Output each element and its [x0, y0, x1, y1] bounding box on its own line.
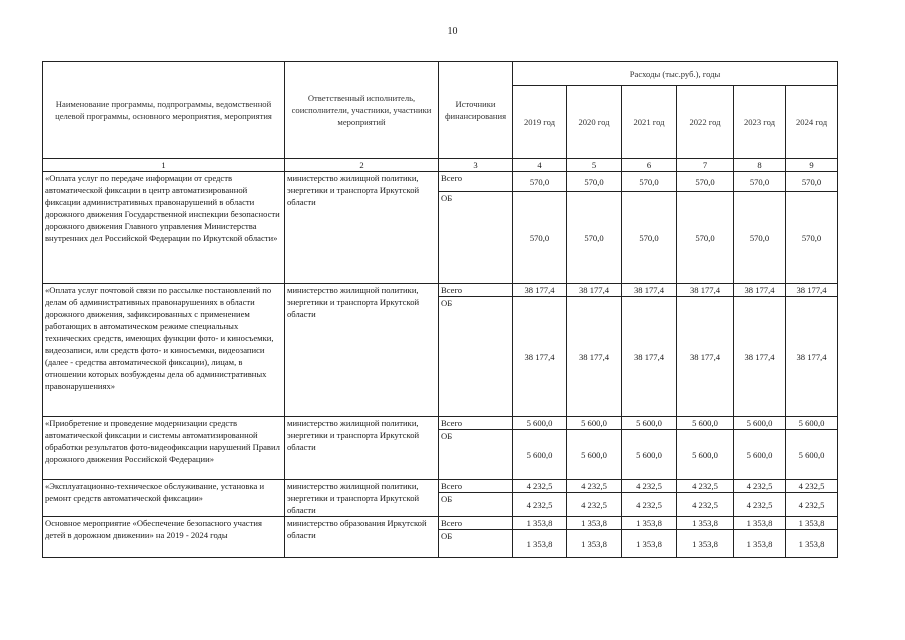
page-number: 10	[447, 26, 458, 37]
header-responsible-col: Ответственный исполнитель, соисполнители, участники, участники мероприятий	[285, 62, 439, 159]
value-cell: 5 600,0	[622, 430, 677, 480]
value-cell: 1 353,8	[622, 517, 677, 530]
value-cell: 38 177,4	[734, 284, 786, 297]
header-year-2023: 2023 год	[734, 86, 786, 159]
value-cell: 38 177,4	[567, 284, 622, 297]
budget-table	[42, 61, 838, 558]
value-cell: 1 353,8	[677, 517, 734, 530]
value-cell: 1 353,8	[786, 530, 838, 558]
responsible-executor: министерство жилищной политики, энергетики и транспорта Иркутской области	[285, 417, 439, 480]
source-regional-budget: ОБ	[439, 297, 513, 417]
responsible-executor: министерство жилищной политики, энергетики и транспорта Иркутской области	[285, 284, 439, 417]
value-cell: 570,0	[786, 172, 838, 192]
value-cell: 4 232,5	[513, 480, 567, 493]
responsible-executor: министерство жилищной политики, энергетики и транспорта Иркутской области	[285, 480, 439, 517]
source-regional-budget: ОБ	[439, 192, 513, 284]
value-cell: 1 353,8	[677, 530, 734, 558]
value-cell: 570,0	[513, 192, 567, 284]
col-number: 5	[567, 159, 622, 172]
activity-name: «Оплата услуг по передаче информации от средств автоматической фиксации в центр автоматизированной фиксации административных правонарушений в области дорожного движения Государственной инспекции безопасности дорожного движения Главного управления Министерства внутренних дел Российской Федерации по Иркутской области»	[43, 172, 285, 284]
col-number: 2	[285, 159, 439, 172]
value-cell: 4 232,5	[677, 480, 734, 493]
value-cell: 5 600,0	[786, 417, 838, 430]
value-cell: 38 177,4	[622, 284, 677, 297]
activity-name: «Приобретение и проведение модернизации средств автоматической фиксации и системы автоматизированной обработки результатов фото-видеофиксации нарушений Правил дорожного движения Российской Федерации»	[43, 417, 285, 480]
value-cell: 4 232,5	[734, 493, 786, 517]
value-cell: 570,0	[622, 172, 677, 192]
activity-name: Основное мероприятие «Обеспечение безопасного участия детей в дорожном движении» на 2019 - 2024 годы	[43, 517, 285, 558]
value-cell: 570,0	[622, 192, 677, 284]
value-cell: 38 177,4	[677, 284, 734, 297]
value-cell: 4 232,5	[513, 493, 567, 517]
source-regional-budget: ОБ	[439, 530, 513, 558]
value-cell: 38 177,4	[513, 284, 567, 297]
value-cell: 1 353,8	[513, 517, 567, 530]
source-total: Всего	[439, 480, 513, 493]
table-row	[43, 172, 838, 192]
header-source-col: Источники финансирования	[439, 62, 513, 159]
value-cell: 570,0	[786, 192, 838, 284]
col-number: 1	[43, 159, 285, 172]
source-regional-budget: ОБ	[439, 493, 513, 517]
header-name-col: Наименование программы, подпрограммы, ведомственной целевой программы, основного мероприятия, мероприятия	[43, 62, 285, 159]
header-year-2020: 2020 год	[567, 86, 622, 159]
value-cell: 4 232,5	[567, 480, 622, 493]
responsible-executor: министерство образования Иркутской области	[285, 517, 439, 558]
value-cell: 1 353,8	[513, 530, 567, 558]
value-cell: 5 600,0	[567, 430, 622, 480]
table-row	[43, 284, 838, 297]
value-cell: 570,0	[734, 172, 786, 192]
activity-name: «Оплата услуг почтовой связи по рассылке постановлений по делам об административных правонарушениях в области дорожного движения, зафиксированных с применением работающих в автоматическом режиме специальных технических средств, имеющих функции фото- и киносъемки, видеозаписи, или средств фото- и киносъемки, видеозаписи (далее - средства автоматической фиксации), лицам, в отношении которых возбуждены дела об административных правонарушениях»	[43, 284, 285, 417]
source-total: Всего	[439, 517, 513, 530]
source-total: Всего	[439, 284, 513, 297]
value-cell: 38 177,4	[622, 297, 677, 417]
responsible-executor: министерство жилищной политики, энергетики и транспорта Иркутской области	[285, 172, 439, 284]
value-cell: 1 353,8	[567, 530, 622, 558]
value-cell: 4 232,5	[622, 493, 677, 517]
column-number-row	[43, 159, 838, 172]
value-cell: 1 353,8	[786, 517, 838, 530]
header-year-2022: 2022 год	[677, 86, 734, 159]
col-number: 4	[513, 159, 567, 172]
col-number: 7	[677, 159, 734, 172]
value-cell: 570,0	[567, 172, 622, 192]
source-total: Всего	[439, 172, 513, 192]
table-row	[43, 480, 838, 493]
value-cell: 4 232,5	[786, 493, 838, 517]
value-cell: 1 353,8	[622, 530, 677, 558]
value-cell: 38 177,4	[513, 297, 567, 417]
value-cell: 38 177,4	[567, 297, 622, 417]
value-cell: 5 600,0	[513, 430, 567, 480]
header-year-2021: 2021 год	[622, 86, 677, 159]
col-number: 9	[786, 159, 838, 172]
header-year-2024: 2024 год	[786, 86, 838, 159]
header-year-2019: 2019 год	[513, 86, 567, 159]
value-cell: 570,0	[567, 192, 622, 284]
activity-name: «Эксплуатационно-техническое обслуживание, установка и ремонт средств автоматической фиксации»	[43, 480, 285, 517]
col-number: 8	[734, 159, 786, 172]
value-cell: 5 600,0	[513, 417, 567, 430]
value-cell: 4 232,5	[622, 480, 677, 493]
value-cell: 4 232,5	[786, 480, 838, 493]
value-cell: 5 600,0	[734, 430, 786, 480]
value-cell: 1 353,8	[734, 517, 786, 530]
header-expenses: Расходы (тыс.руб.), годы	[513, 62, 838, 86]
table-row	[43, 417, 838, 430]
col-number: 3	[439, 159, 513, 172]
value-cell: 1 353,8	[734, 530, 786, 558]
value-cell: 570,0	[677, 172, 734, 192]
col-number: 6	[622, 159, 677, 172]
source-regional-budget: ОБ	[439, 430, 513, 480]
value-cell: 5 600,0	[677, 417, 734, 430]
value-cell: 5 600,0	[567, 417, 622, 430]
value-cell: 4 232,5	[734, 480, 786, 493]
value-cell: 4 232,5	[677, 493, 734, 517]
table-row	[43, 517, 838, 530]
value-cell: 570,0	[677, 192, 734, 284]
value-cell: 5 600,0	[677, 430, 734, 480]
value-cell: 38 177,4	[734, 297, 786, 417]
value-cell: 1 353,8	[567, 517, 622, 530]
value-cell: 5 600,0	[622, 417, 677, 430]
value-cell: 5 600,0	[734, 417, 786, 430]
value-cell: 38 177,4	[786, 284, 838, 297]
value-cell: 570,0	[734, 192, 786, 284]
value-cell: 38 177,4	[677, 297, 734, 417]
value-cell: 4 232,5	[567, 493, 622, 517]
source-total: Всего	[439, 417, 513, 430]
value-cell: 38 177,4	[786, 297, 838, 417]
value-cell: 570,0	[513, 172, 567, 192]
value-cell: 5 600,0	[786, 430, 838, 480]
